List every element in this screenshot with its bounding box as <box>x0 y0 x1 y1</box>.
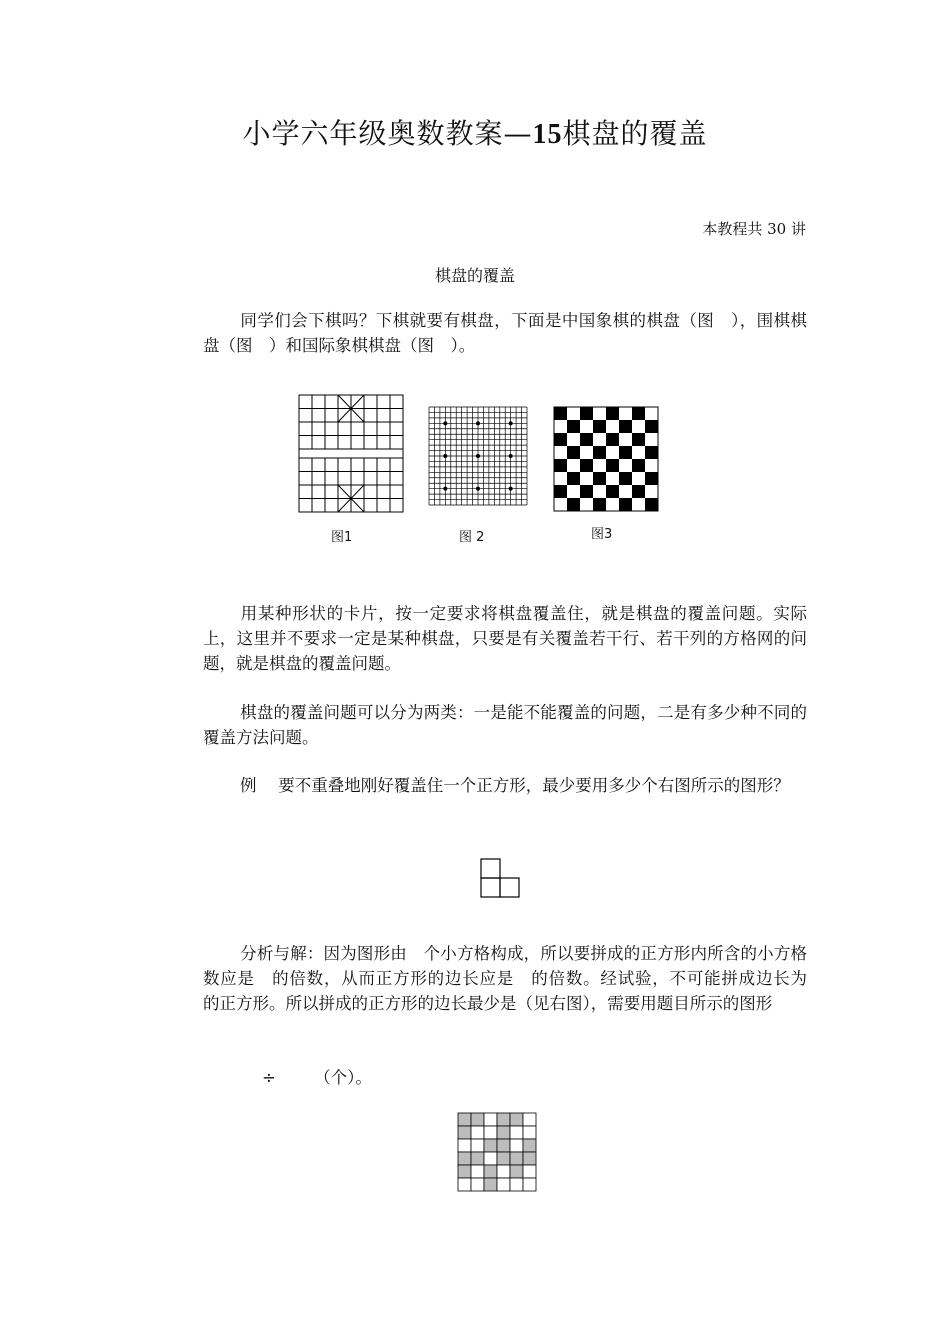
intro-paragraph <box>203 308 807 358</box>
figure-2-caption: 图 2 <box>459 530 485 545</box>
international-chess-board-figure <box>553 406 659 512</box>
tiling-cell <box>458 1139 471 1152</box>
title-prefix: 小学六年级奥数教案— <box>242 117 533 150</box>
category-paragraph <box>203 700 807 750</box>
checker-dark-square <box>645 420 658 433</box>
tiling-cell <box>523 1152 536 1165</box>
category-text: 棋盘的覆盖问题可以分为两类：一是能不能覆盖的问题，二是有多少种不同的覆盖方法问题。 <box>203 703 807 747</box>
go-star-point <box>476 421 480 425</box>
checker-dark-square <box>645 498 658 511</box>
go-star-point <box>443 454 447 458</box>
checker-dark-square <box>632 433 645 446</box>
tiling-cell <box>523 1126 536 1139</box>
title-suffix: 棋盘的覆盖 <box>562 117 708 150</box>
intro-text: 同学们会下棋吗？下棋就要有棋盘，下面是中国象棋的棋盘（图 ），围棋棋盘（图 ）和国际象棋棋盘（图 ）。 <box>203 311 807 355</box>
l-tromino-figure <box>480 858 522 898</box>
tiling-cell <box>510 1139 523 1152</box>
checker-dark-square <box>567 446 580 459</box>
go-star-point <box>443 487 447 491</box>
checker-dark-square <box>619 446 632 459</box>
checker-dark-square <box>645 446 658 459</box>
tiling-cell <box>484 1139 497 1152</box>
checker-dark-square <box>593 498 606 511</box>
figure-3-caption: 图3 <box>591 527 613 542</box>
checker-dark-square <box>593 446 606 459</box>
tiling-cell <box>497 1139 510 1152</box>
tiling-cell <box>484 1178 497 1191</box>
go-star-point <box>509 421 513 425</box>
example-paragraph <box>203 773 807 798</box>
checker-dark-square <box>567 498 580 511</box>
tiling-cell <box>458 1178 471 1191</box>
tiling-cell <box>510 1152 523 1165</box>
tiling-cell <box>484 1126 497 1139</box>
checker-dark-square <box>619 472 632 485</box>
go-star-point <box>509 454 513 458</box>
tiling-cell <box>497 1165 510 1178</box>
checker-dark-square <box>632 485 645 498</box>
checker-dark-square <box>606 459 619 472</box>
checker-dark-square <box>619 420 632 433</box>
checker-dark-square <box>580 407 593 420</box>
tiling-cell <box>458 1152 471 1165</box>
tiling-cell <box>497 1152 510 1165</box>
tiling-cell <box>458 1165 471 1178</box>
checker-dark-square <box>567 472 580 485</box>
checker-dark-square <box>632 459 645 472</box>
tiling-cell <box>510 1178 523 1191</box>
checker-dark-square <box>554 459 567 472</box>
tiling-cell <box>497 1178 510 1191</box>
go-board-figure <box>428 406 528 506</box>
checker-dark-square <box>593 472 606 485</box>
chinese-chess-board-figure <box>298 394 404 514</box>
tiling-cell <box>510 1113 523 1126</box>
page-title <box>0 112 950 152</box>
go-star-point <box>443 421 447 425</box>
tiling-cell <box>471 1139 484 1152</box>
go-star-point <box>476 487 480 491</box>
checker-dark-square <box>593 420 606 433</box>
checker-dark-square <box>632 407 645 420</box>
checker-dark-square <box>619 498 632 511</box>
definition-paragraph <box>203 601 807 676</box>
tiling-cell <box>484 1113 497 1126</box>
six-by-six-tiling-figure <box>457 1112 539 1194</box>
checker-dark-square <box>606 433 619 446</box>
figure-1-caption: 图1 <box>331 530 353 545</box>
formula-line: ÷ （个）。 <box>262 1068 372 1087</box>
tiling-cell <box>484 1165 497 1178</box>
tiling-cell <box>497 1126 510 1139</box>
tiling-cell <box>471 1126 484 1139</box>
tiling-cell <box>458 1113 471 1126</box>
analysis-text: 分析与解：因为图形由 个小方格构成，所以要拼成的正方形内所含的小方格数应是 的倍数，从而正方形的边长应是 的倍数。经试验，不可能拼成边长为 的正方形。所以拼成的正方形的边长最少是（见右图），需要用题目所示的图形 <box>203 944 824 1013</box>
checker-dark-square <box>606 407 619 420</box>
tiling-cell <box>523 1165 536 1178</box>
checker-dark-square <box>580 485 593 498</box>
tiling-cell <box>523 1139 536 1152</box>
tiling-cell <box>510 1165 523 1178</box>
checker-dark-square <box>645 472 658 485</box>
tiling-cell <box>458 1126 471 1139</box>
tiling-cell <box>510 1126 523 1139</box>
tiling-cell <box>471 1178 484 1191</box>
example-text: 例 要不重叠地刚好覆盖住一个正方形，最少要用多少个右图所示的图形？ <box>240 776 790 795</box>
checker-dark-square <box>567 420 580 433</box>
tiling-cell <box>497 1113 510 1126</box>
analysis-paragraph <box>203 941 824 1016</box>
go-star-point <box>509 487 513 491</box>
tiling-cell <box>471 1165 484 1178</box>
tiling-cell <box>523 1178 536 1191</box>
tiling-cell <box>471 1113 484 1126</box>
title-number: 15 <box>532 119 563 150</box>
checker-dark-square <box>606 485 619 498</box>
series-note: 本教程共 30 讲 <box>702 220 806 238</box>
definition-text: 用某种形状的卡片，按一定要求将棋盘覆盖住，就是棋盘的覆盖问题。实际上，这里并不要求一定是某种棋盘，只要是有关覆盖若干行、若干列的方格网的问题，就是棋盘的覆盖问题。 <box>203 604 807 673</box>
tiling-cell <box>471 1152 484 1165</box>
tiling-cell <box>523 1113 536 1126</box>
checker-dark-square <box>580 433 593 446</box>
checker-dark-square <box>554 433 567 446</box>
go-star-point <box>476 454 480 458</box>
checker-dark-square <box>554 485 567 498</box>
section-subheading: 棋盘的覆盖 <box>434 266 515 285</box>
tiling-cell <box>484 1152 497 1165</box>
checker-dark-square <box>554 407 567 420</box>
checker-dark-square <box>580 459 593 472</box>
